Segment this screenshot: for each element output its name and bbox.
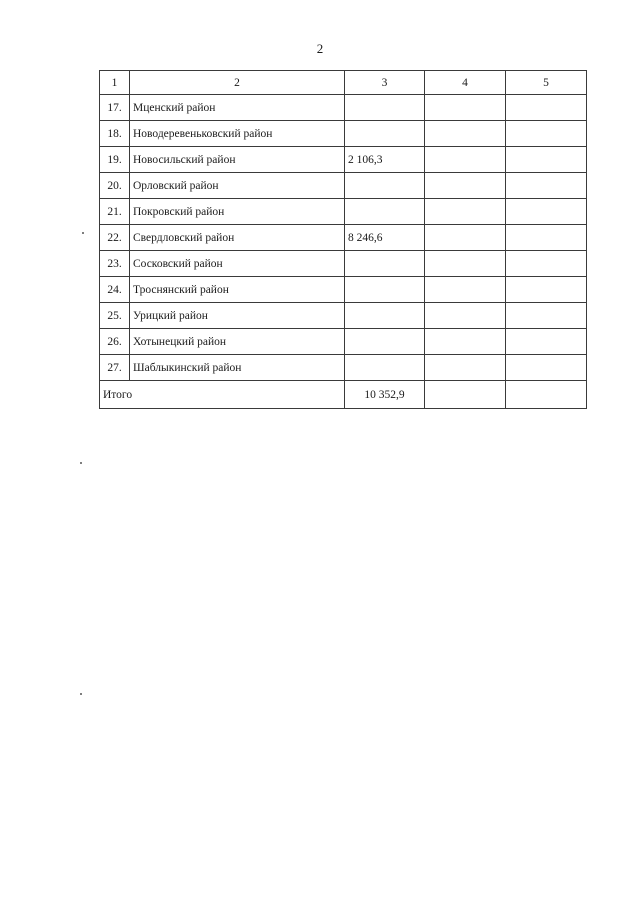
- district-name: Урицкий район: [130, 303, 345, 329]
- table-row: [100, 95, 587, 121]
- row-number: 22.: [100, 225, 130, 251]
- district-name: Орловский район: [130, 173, 345, 199]
- value-col5: [506, 173, 587, 199]
- row-number: 26.: [100, 329, 130, 355]
- row-number: 20.: [100, 173, 130, 199]
- value-col3: 2 106,3: [345, 147, 425, 173]
- row-number: 19.: [100, 147, 130, 173]
- value-col5: [506, 251, 587, 277]
- scan-speck: [82, 232, 84, 234]
- value-col4: [425, 355, 506, 381]
- value-col5: [506, 303, 587, 329]
- district-name: Шаблыкинский район: [130, 355, 345, 381]
- table-row: [100, 329, 587, 355]
- total-label: Итого: [100, 381, 345, 409]
- value-col5: [506, 147, 587, 173]
- table-row: [100, 277, 587, 303]
- value-col5: [506, 225, 587, 251]
- district-name: Покровский район: [130, 199, 345, 225]
- table-row: [100, 199, 587, 225]
- row-number: 25.: [100, 303, 130, 329]
- value-col5: [506, 199, 587, 225]
- row-number: 17.: [100, 95, 130, 121]
- value-col5: [506, 355, 587, 381]
- value-col3: 8 246,6: [345, 225, 425, 251]
- value-col5: [506, 277, 587, 303]
- value-col4: [425, 329, 506, 355]
- table-row: [100, 173, 587, 199]
- value-col4: [425, 147, 506, 173]
- value-col5: [506, 329, 587, 355]
- district-name: Новодеревеньковский район: [130, 121, 345, 147]
- value-col3: [345, 173, 425, 199]
- total-row: [100, 381, 587, 409]
- total-value-col4: [425, 381, 506, 409]
- value-col3: [345, 95, 425, 121]
- table-row: [100, 251, 587, 277]
- row-number: 18.: [100, 121, 130, 147]
- value-col4: [425, 95, 506, 121]
- district-name: Троснянский район: [130, 277, 345, 303]
- table-row: [100, 303, 587, 329]
- value-col4: [425, 173, 506, 199]
- value-col3: [345, 329, 425, 355]
- value-col4: [425, 303, 506, 329]
- district-name: Сосковский район: [130, 251, 345, 277]
- value-col4: [425, 121, 506, 147]
- value-col4: [425, 225, 506, 251]
- district-allocation-table: [99, 70, 587, 409]
- row-number: 27.: [100, 355, 130, 381]
- district-name: Хотынецкий район: [130, 329, 345, 355]
- total-value-col5: [506, 381, 587, 409]
- value-col3: [345, 355, 425, 381]
- table-row: [100, 225, 587, 251]
- table-body: [100, 71, 587, 409]
- value-col3: [345, 121, 425, 147]
- scan-speck: [80, 462, 82, 464]
- district-name: Мценский район: [130, 95, 345, 121]
- value-col5: [506, 121, 587, 147]
- value-col3: [345, 277, 425, 303]
- district-name: Новосильский район: [130, 147, 345, 173]
- value-col5: [506, 95, 587, 121]
- table-header-row: [100, 71, 587, 95]
- total-value-col3: 10 352,9: [345, 381, 425, 409]
- page-number: 2: [316, 41, 324, 56]
- value-col4: [425, 251, 506, 277]
- value-col4: [425, 277, 506, 303]
- value-col4: [425, 199, 506, 225]
- column-header: 1: [100, 71, 130, 95]
- row-number: 24.: [100, 277, 130, 303]
- value-col3: [345, 303, 425, 329]
- column-header: 2: [130, 71, 345, 95]
- column-header: 3: [345, 71, 425, 95]
- value-col3: [345, 199, 425, 225]
- table-row: [100, 147, 587, 173]
- table-row: [100, 355, 587, 381]
- scan-speck: [80, 693, 82, 695]
- row-number: 21.: [100, 199, 130, 225]
- value-col3: [345, 251, 425, 277]
- column-header: 5: [506, 71, 587, 95]
- district-name: Свердловский район: [130, 225, 345, 251]
- table-row: [100, 121, 587, 147]
- row-number: 23.: [100, 251, 130, 277]
- column-header: 4: [425, 71, 506, 95]
